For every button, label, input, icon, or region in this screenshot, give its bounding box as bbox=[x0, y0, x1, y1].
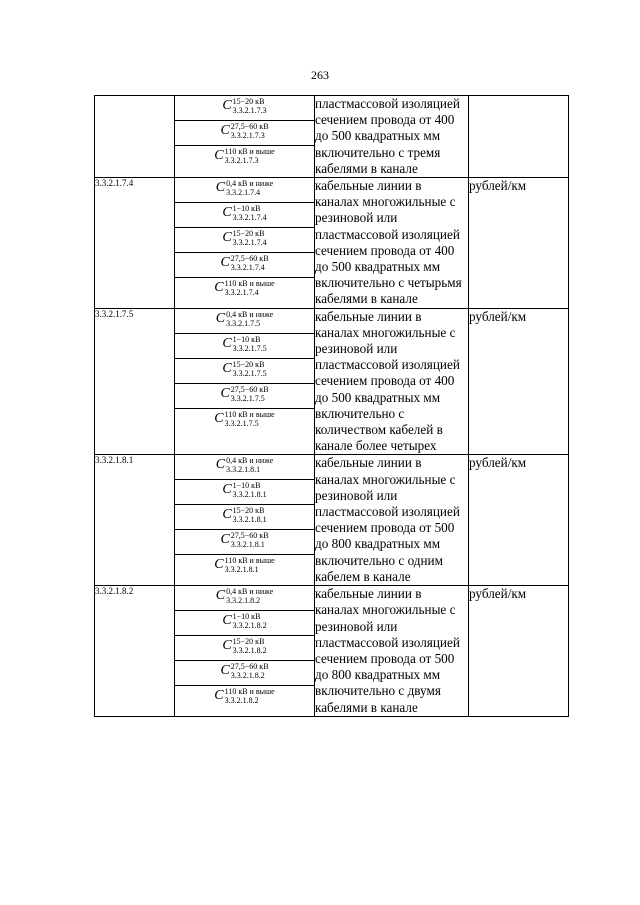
code-subscript: 3.3.2.1.7.3 bbox=[224, 156, 259, 165]
symbol-letter: C bbox=[215, 588, 226, 604]
code-subscript: 3.3.2.1.8.2 bbox=[232, 646, 267, 656]
symbol-indices bbox=[225, 556, 275, 574]
symbol-letter: C bbox=[220, 385, 230, 401]
symbol-letter: C bbox=[222, 98, 232, 113]
voltage-superscript: 0,4 кВ и ниже bbox=[226, 456, 274, 466]
tariff-symbol bbox=[214, 409, 274, 428]
symbol-cell bbox=[175, 480, 314, 505]
symbol-indices bbox=[225, 147, 275, 165]
tariff-symbol bbox=[222, 636, 266, 655]
tariff-symbol bbox=[222, 611, 266, 630]
symbol-letter: C bbox=[222, 613, 232, 629]
tariff-symbol bbox=[214, 555, 274, 574]
tariff-symbol bbox=[222, 505, 266, 524]
symbol-indices bbox=[226, 310, 273, 328]
code-subscript: 3.3.2.1.7.4 bbox=[230, 263, 265, 273]
tariff-symbol bbox=[214, 686, 274, 705]
voltage-superscript: 0,4 кВ и ниже bbox=[226, 179, 274, 189]
symbol-indices bbox=[233, 612, 267, 630]
code-subscript: 3.3.2.1.7.5 bbox=[230, 393, 265, 403]
row-unit: рублей/км bbox=[469, 455, 569, 586]
code-subscript: 3.3.2.1.7.5 bbox=[232, 368, 267, 378]
voltage-superscript: 110 кВ и выше bbox=[224, 556, 275, 566]
voltage-superscript: 27,5−60 кВ bbox=[230, 122, 269, 131]
symbol-list bbox=[175, 96, 315, 178]
rates-table bbox=[94, 95, 569, 717]
table-row bbox=[95, 178, 569, 309]
symbol-letter: C bbox=[222, 335, 232, 351]
code-subscript: 3.3.2.1.7.3 bbox=[230, 131, 265, 140]
symbol-indices bbox=[225, 279, 275, 297]
symbol-cell bbox=[175, 530, 314, 555]
row-unit bbox=[469, 96, 569, 178]
tariff-symbol bbox=[222, 359, 266, 378]
voltage-superscript: 110 кВ и выше bbox=[224, 409, 275, 419]
symbol-list bbox=[175, 178, 315, 309]
symbol-list bbox=[175, 455, 315, 586]
code-subscript: 3.3.2.1.8.1 bbox=[224, 565, 259, 575]
voltage-superscript: 15−20 кВ bbox=[232, 637, 265, 647]
tariff-symbol bbox=[216, 586, 273, 605]
tariff-symbol bbox=[222, 203, 266, 222]
rates-table-body bbox=[95, 96, 569, 717]
symbol-indices bbox=[231, 122, 269, 140]
symbol-letter: C bbox=[214, 148, 224, 163]
voltage-superscript: 27,5−60 кВ bbox=[230, 384, 269, 394]
symbol-cell bbox=[175, 121, 314, 146]
symbol-indices bbox=[225, 410, 275, 428]
symbol-cell bbox=[175, 455, 314, 480]
code-subscript: 3.3.2.1.8.1 bbox=[232, 490, 267, 500]
symbol-letter: C bbox=[220, 255, 230, 271]
symbol-cell bbox=[175, 661, 314, 686]
symbol-indices bbox=[231, 662, 269, 680]
symbol-cell bbox=[175, 309, 314, 334]
tariff-symbol bbox=[222, 480, 266, 499]
code-subscript: 3.3.2.1.8.2 bbox=[226, 596, 261, 606]
symbol-indices bbox=[233, 360, 267, 378]
table-row bbox=[95, 586, 569, 717]
symbol-indices bbox=[233, 97, 267, 115]
voltage-superscript: 27,5−60 кВ bbox=[230, 531, 269, 541]
symbol-letter: C bbox=[220, 663, 230, 679]
row-description: пластмассовой изоляцией сечением провода от 400 до 500 квадратных мм включительно с тремя кабелями в канале bbox=[315, 96, 469, 178]
voltage-superscript: 15−20 кВ bbox=[232, 97, 265, 106]
symbol-letter: C bbox=[220, 532, 230, 548]
row-code: 3.3.2.1.7.5 bbox=[95, 308, 175, 455]
tariff-symbol bbox=[222, 334, 266, 353]
symbol-cell bbox=[175, 505, 314, 530]
symbol-letter: C bbox=[214, 280, 224, 296]
symbol-letter: C bbox=[222, 230, 232, 246]
voltage-superscript: 110 кВ и выше bbox=[224, 279, 275, 289]
tariff-symbol bbox=[220, 661, 268, 680]
voltage-superscript: 0,4 кВ и ниже bbox=[226, 587, 274, 597]
row-unit: рублей/км bbox=[469, 308, 569, 455]
code-subscript: 3.3.2.1.7.5 bbox=[232, 343, 267, 353]
voltage-superscript: 1−10 кВ bbox=[232, 204, 261, 214]
symbol-cell bbox=[175, 611, 314, 636]
symbol-letter: C bbox=[215, 180, 226, 196]
voltage-superscript: 27,5−60 кВ bbox=[230, 662, 269, 672]
row-code: 3.3.2.1.7.4 bbox=[95, 178, 175, 309]
symbol-indices bbox=[233, 506, 267, 524]
symbol-letter: C bbox=[222, 360, 232, 376]
code-subscript: 3.3.2.1.8.1 bbox=[230, 540, 265, 550]
symbol-letter: C bbox=[222, 482, 232, 498]
voltage-superscript: 1−10 кВ bbox=[232, 481, 261, 491]
symbol-cell bbox=[175, 384, 314, 409]
code-subscript: 3.3.2.1.8.1 bbox=[226, 465, 261, 475]
voltage-superscript: 110 кВ и выше bbox=[224, 687, 275, 697]
symbol-indices bbox=[233, 229, 267, 247]
voltage-superscript: 15−20 кВ bbox=[232, 506, 265, 516]
symbol-list bbox=[175, 586, 315, 717]
symbol-indices bbox=[231, 254, 269, 272]
voltage-superscript: 15−20 кВ bbox=[232, 359, 265, 369]
symbol-indices bbox=[226, 456, 273, 474]
symbol-cell bbox=[175, 96, 314, 121]
code-subscript: 3.3.2.1.8.2 bbox=[230, 671, 265, 681]
symbol-indices bbox=[233, 637, 267, 655]
code-subscript: 3.3.2.1.7.4 bbox=[232, 213, 267, 223]
symbol-indices bbox=[231, 531, 269, 549]
row-description: кабельные линии в каналах многожильные с резиновой или пластмассовой изоляцией сечением провода от 500 до 800 квадратных мм включительно с двумя кабелями в канале bbox=[315, 586, 469, 717]
code-subscript: 3.3.2.1.7.5 bbox=[224, 418, 259, 428]
tariff-symbol bbox=[222, 96, 266, 115]
voltage-superscript: 1−10 кВ bbox=[232, 612, 261, 622]
voltage-superscript: 0,4 кВ и ниже bbox=[226, 309, 274, 319]
tariff-symbol bbox=[220, 253, 268, 272]
voltage-superscript: 1−10 кВ bbox=[232, 334, 261, 344]
code-subscript: 3.3.2.1.7.4 bbox=[226, 188, 261, 198]
row-description: кабельные линии в каналах многожильные с резиновой или пластмассовой изоляцией сечением провода от 500 до 800 квадратных мм включительно с одним кабелем в канале bbox=[315, 455, 469, 586]
symbol-cell bbox=[175, 409, 314, 434]
tariff-symbol bbox=[220, 530, 268, 549]
symbol-list bbox=[175, 308, 315, 455]
symbol-cell bbox=[175, 278, 314, 303]
voltage-superscript: 27,5−60 кВ bbox=[230, 254, 269, 264]
symbol-letter: C bbox=[222, 205, 232, 221]
symbol-cell bbox=[175, 203, 314, 228]
code-subscript: 3.3.2.1.8.2 bbox=[224, 696, 259, 706]
code-subscript: 3.3.2.1.7.4 bbox=[232, 238, 267, 248]
tariff-symbol bbox=[214, 278, 274, 297]
tariff-symbol bbox=[220, 121, 268, 140]
code-subscript: 3.3.2.1.7.5 bbox=[226, 318, 261, 328]
voltage-superscript: 15−20 кВ bbox=[232, 229, 265, 239]
row-unit: рублей/км bbox=[469, 586, 569, 717]
table-row bbox=[95, 96, 569, 178]
symbol-cell bbox=[175, 359, 314, 384]
tariff-symbol bbox=[216, 455, 273, 474]
tariff-symbol bbox=[222, 228, 266, 247]
tariff-symbol bbox=[214, 146, 274, 165]
code-subscript: 3.3.2.1.8.1 bbox=[232, 515, 267, 525]
table-row bbox=[95, 308, 569, 455]
symbol-cell bbox=[175, 586, 314, 611]
symbol-letter: C bbox=[220, 123, 230, 138]
symbol-letter: C bbox=[215, 310, 226, 326]
symbol-indices bbox=[231, 385, 269, 403]
row-code: 3.3.2.1.8.1 bbox=[95, 455, 175, 586]
symbol-cell bbox=[175, 228, 314, 253]
table-row bbox=[95, 455, 569, 586]
symbol-cell bbox=[175, 146, 314, 171]
row-code bbox=[95, 96, 175, 178]
symbol-indices bbox=[225, 687, 275, 705]
symbol-cell bbox=[175, 555, 314, 580]
symbol-indices bbox=[226, 587, 273, 605]
symbol-cell bbox=[175, 686, 314, 711]
symbol-indices bbox=[233, 204, 267, 222]
row-code: 3.3.2.1.8.2 bbox=[95, 586, 175, 717]
row-description: кабельные линии в каналах многожильные с резиновой или пластмассовой изоляцией сечением провода от 400 до 500 квадратных мм включительно с четырьмя кабелями в канале bbox=[315, 178, 469, 309]
page-number: 263 bbox=[311, 68, 329, 82]
symbol-indices bbox=[226, 179, 273, 197]
symbol-cell bbox=[175, 253, 314, 278]
row-unit: рублей/км bbox=[469, 178, 569, 309]
symbol-cell bbox=[175, 636, 314, 661]
row-description: кабельные линии в каналах многожильные с резиновой или пластмассовой изоляцией сечением провода от 400 до 500 квадратных мм включительно с количеством кабелей в канале более четырех bbox=[315, 308, 469, 455]
tariff-symbol bbox=[220, 384, 268, 403]
symbol-letter: C bbox=[214, 410, 224, 426]
code-subscript: 3.3.2.1.7.3 bbox=[232, 106, 267, 115]
code-subscript: 3.3.2.1.7.4 bbox=[224, 288, 259, 298]
voltage-superscript: 110 кВ и выше bbox=[224, 147, 275, 156]
symbol-letter: C bbox=[215, 457, 226, 473]
symbol-letter: C bbox=[222, 507, 232, 523]
symbol-letter: C bbox=[222, 638, 232, 654]
symbol-cell bbox=[175, 178, 314, 203]
symbol-cell bbox=[175, 334, 314, 359]
tariff-symbol bbox=[216, 309, 273, 328]
symbol-indices bbox=[233, 335, 267, 353]
symbol-letter: C bbox=[214, 688, 224, 704]
symbol-letter: C bbox=[214, 557, 224, 573]
code-subscript: 3.3.2.1.8.2 bbox=[232, 621, 267, 631]
symbol-indices bbox=[233, 481, 267, 499]
tariff-symbol bbox=[216, 178, 273, 197]
